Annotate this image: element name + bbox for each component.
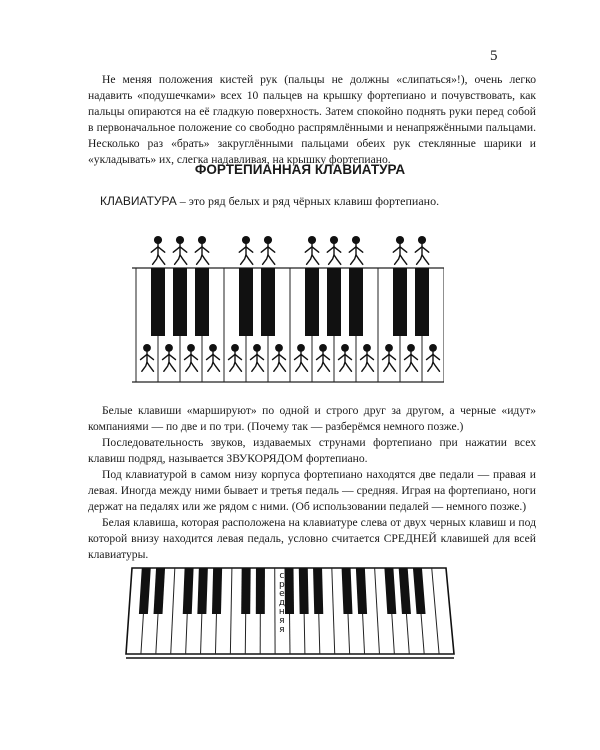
keyboard-figure-with-people (132, 228, 444, 388)
black-key (305, 268, 319, 336)
middle-key-letter: е (279, 589, 285, 599)
paragraph-middle-key (88, 515, 536, 563)
sequence-term: ЗВУКОРЯДОМ (226, 452, 304, 465)
figures-on-black-keys (151, 236, 429, 264)
black-key (313, 568, 323, 614)
keyboard-definition (100, 194, 439, 209)
stick-figure-icon (415, 236, 429, 264)
black-key (349, 268, 363, 336)
middle-key-letter: д (278, 598, 285, 608)
black-key (183, 568, 194, 614)
black-key (393, 268, 407, 336)
stick-figure-icon (173, 236, 187, 264)
black-key (342, 568, 353, 614)
definition-term: КЛАВИАТУРА (100, 194, 177, 208)
black-key (285, 568, 295, 614)
paragraph-pedals: Под клавиатурой в самом низу корпуса фортепиано находятся две педали — правая и левая. Иногда между ними бывает и третья педаль — средняя. Играя на фортепиано, ноги держат на педалях или же рядом с ними. (Об использовании педалей — немного позже.) (88, 468, 536, 513)
middle-key-label (279, 571, 285, 635)
sequence-text-before: Последовательность звуков, издаваемых струнами фортепиано при нажатии всех клавиш подряд, называется (88, 436, 536, 465)
black-key (212, 568, 222, 614)
paragraph-finger-exercise: Не меняя положения кистей рук (пальцы не должны «слипаться»!), очень легко надавить «подушечками» всех 10 пальцев на крышку фортепиано и почувствовать, как пальцы опираются на её гладкую поверхность. Затем спокойно поднять руки перед собой в первоначальное положение со свободно распрямлёнными и ненапряжёнными пальцами. Несколько раз «брать» закруглёнными пальцами обеих рук стеклянные шарики и «укладывать» их, слегка надавливая, на крышку фортепиано. (88, 73, 536, 166)
middle-key-letter: с (279, 571, 285, 581)
black-key (239, 268, 253, 336)
stick-figure-icon (261, 236, 275, 264)
stick-figure-icon (305, 236, 319, 264)
black-key (197, 568, 208, 614)
page-number: 5 (490, 48, 498, 64)
middle-key-letter: н (278, 607, 285, 617)
stick-figure-icon (327, 236, 341, 264)
black-key (299, 568, 309, 614)
black-key (195, 268, 209, 336)
black-key (173, 268, 187, 336)
middle-key-letter: я (279, 625, 285, 635)
paragraph-marching: Белые клавиши «маршируют» по одной и строго друг за другом, а черные «идут» компаниями — по две и по три. (Почему так — разберёмся немного позже.) (88, 404, 536, 433)
black-key (241, 568, 250, 614)
definition-text: – это ряд белых и ряд чёрных клавиш фортепиано. (176, 194, 440, 208)
middle-key-letter: р (279, 580, 285, 590)
black-key (415, 268, 429, 336)
middle-term: СРЕДНЕЙ (383, 532, 437, 545)
paragraph-sequence (88, 435, 536, 467)
black-key (327, 268, 341, 336)
black-key (151, 268, 165, 336)
sequence-text-after: фортепиано. (303, 452, 368, 465)
middle-text-before: Белая клавиша, которая расположена на клавиатуре слева от двух черных клавиш и под которой внизу находится левая педаль, условно считается (88, 516, 536, 545)
section-heading: ФОРТЕПИАННАЯ КЛАВИАТУРА (194, 162, 406, 177)
middle-text-after: клавишей для всей клавиатуры. (88, 532, 536, 561)
stick-figure-icon (349, 236, 363, 264)
stick-figure-icon (195, 236, 209, 264)
keyboard-figure-middle-key (124, 562, 456, 662)
black-key (261, 268, 275, 336)
stick-figure-icon (239, 236, 253, 264)
stick-figure-icon (393, 236, 407, 264)
stick-figure-icon (151, 236, 165, 264)
black-key (256, 568, 265, 614)
middle-key-letter: я (279, 616, 285, 626)
